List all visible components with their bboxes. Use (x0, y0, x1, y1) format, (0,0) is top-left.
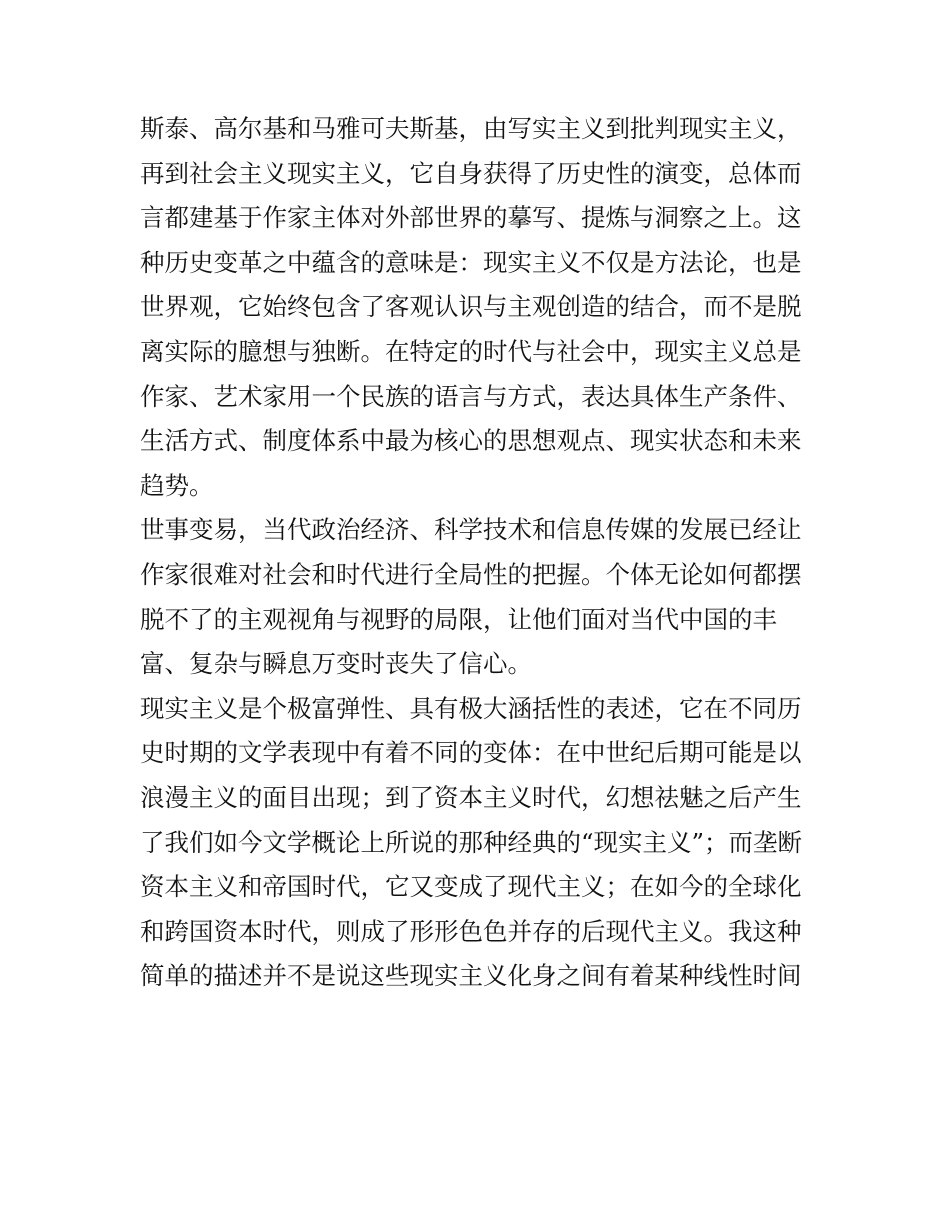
text-line: 作家、艺术家用一个民族的语言与方式，表达具体生产条件、 (140, 381, 802, 411)
text-line: 浪漫主义的面目出现；到了资本主义时代，幻想祛魅之后产生 (140, 782, 802, 812)
text-line: 作家很难对社会和时代进行全局性的把握。个体无论如何都摆 (140, 559, 802, 589)
text-line: 言都建基于作家主体对外部世界的摹写、提炼与洞察之上。这 (140, 203, 802, 233)
text-line: 简单的描述并不是说这些现实主义化身之间有着某种线性时间 (140, 961, 802, 991)
text-line: 史时期的文学表现中有着不同的变体：在中世纪后期可能是以 (140, 738, 802, 768)
text-line: 富、复杂与瞬息万变时丧失了信心。 (140, 649, 532, 679)
text-line: 离实际的臆想与独断。在特定的时代与社会中，现实主义总是 (140, 336, 802, 366)
text-line: 世事变易，当代政治经济、科学技术和信息传媒的发展已经让 (140, 515, 802, 545)
text-line: 了我们如今文学概论上所说的那种经典的“现实主义”；而垄断 (140, 827, 803, 857)
text-line: 种历史变革之中蕴含的意味是：现实主义不仅是方法论，也是 (140, 247, 802, 277)
text-line: 资本主义和帝国时代，它又变成了现代主义；在如今的全球化 (140, 872, 802, 902)
text-line: 趋势。 (140, 470, 214, 500)
text-line: 现实主义是个极富弹性、具有极大涵括性的表述，它在不同历 (140, 693, 802, 723)
text-line: 和跨国资本时代，则成了形形色色并存的后现代主义。我这种 (140, 916, 802, 946)
text-line: 生活方式、制度体系中最为核心的思想观点、现实状态和未来 (140, 426, 802, 456)
text-line: 再到社会主义现实主义，它自身获得了历史性的演变，总体而 (140, 158, 802, 188)
text-line: 世界观，它始终包含了客观认识与主观创造的结合，而不是脱 (140, 292, 802, 322)
text-line: 脱不了的主观视角与视野的局限，让他们面对当代中国的丰 (140, 604, 777, 634)
text-line: 斯泰、高尔基和马雅可夫斯基，由写实主义到批判现实主义， (140, 114, 802, 143)
body-text (140, 107, 820, 999)
